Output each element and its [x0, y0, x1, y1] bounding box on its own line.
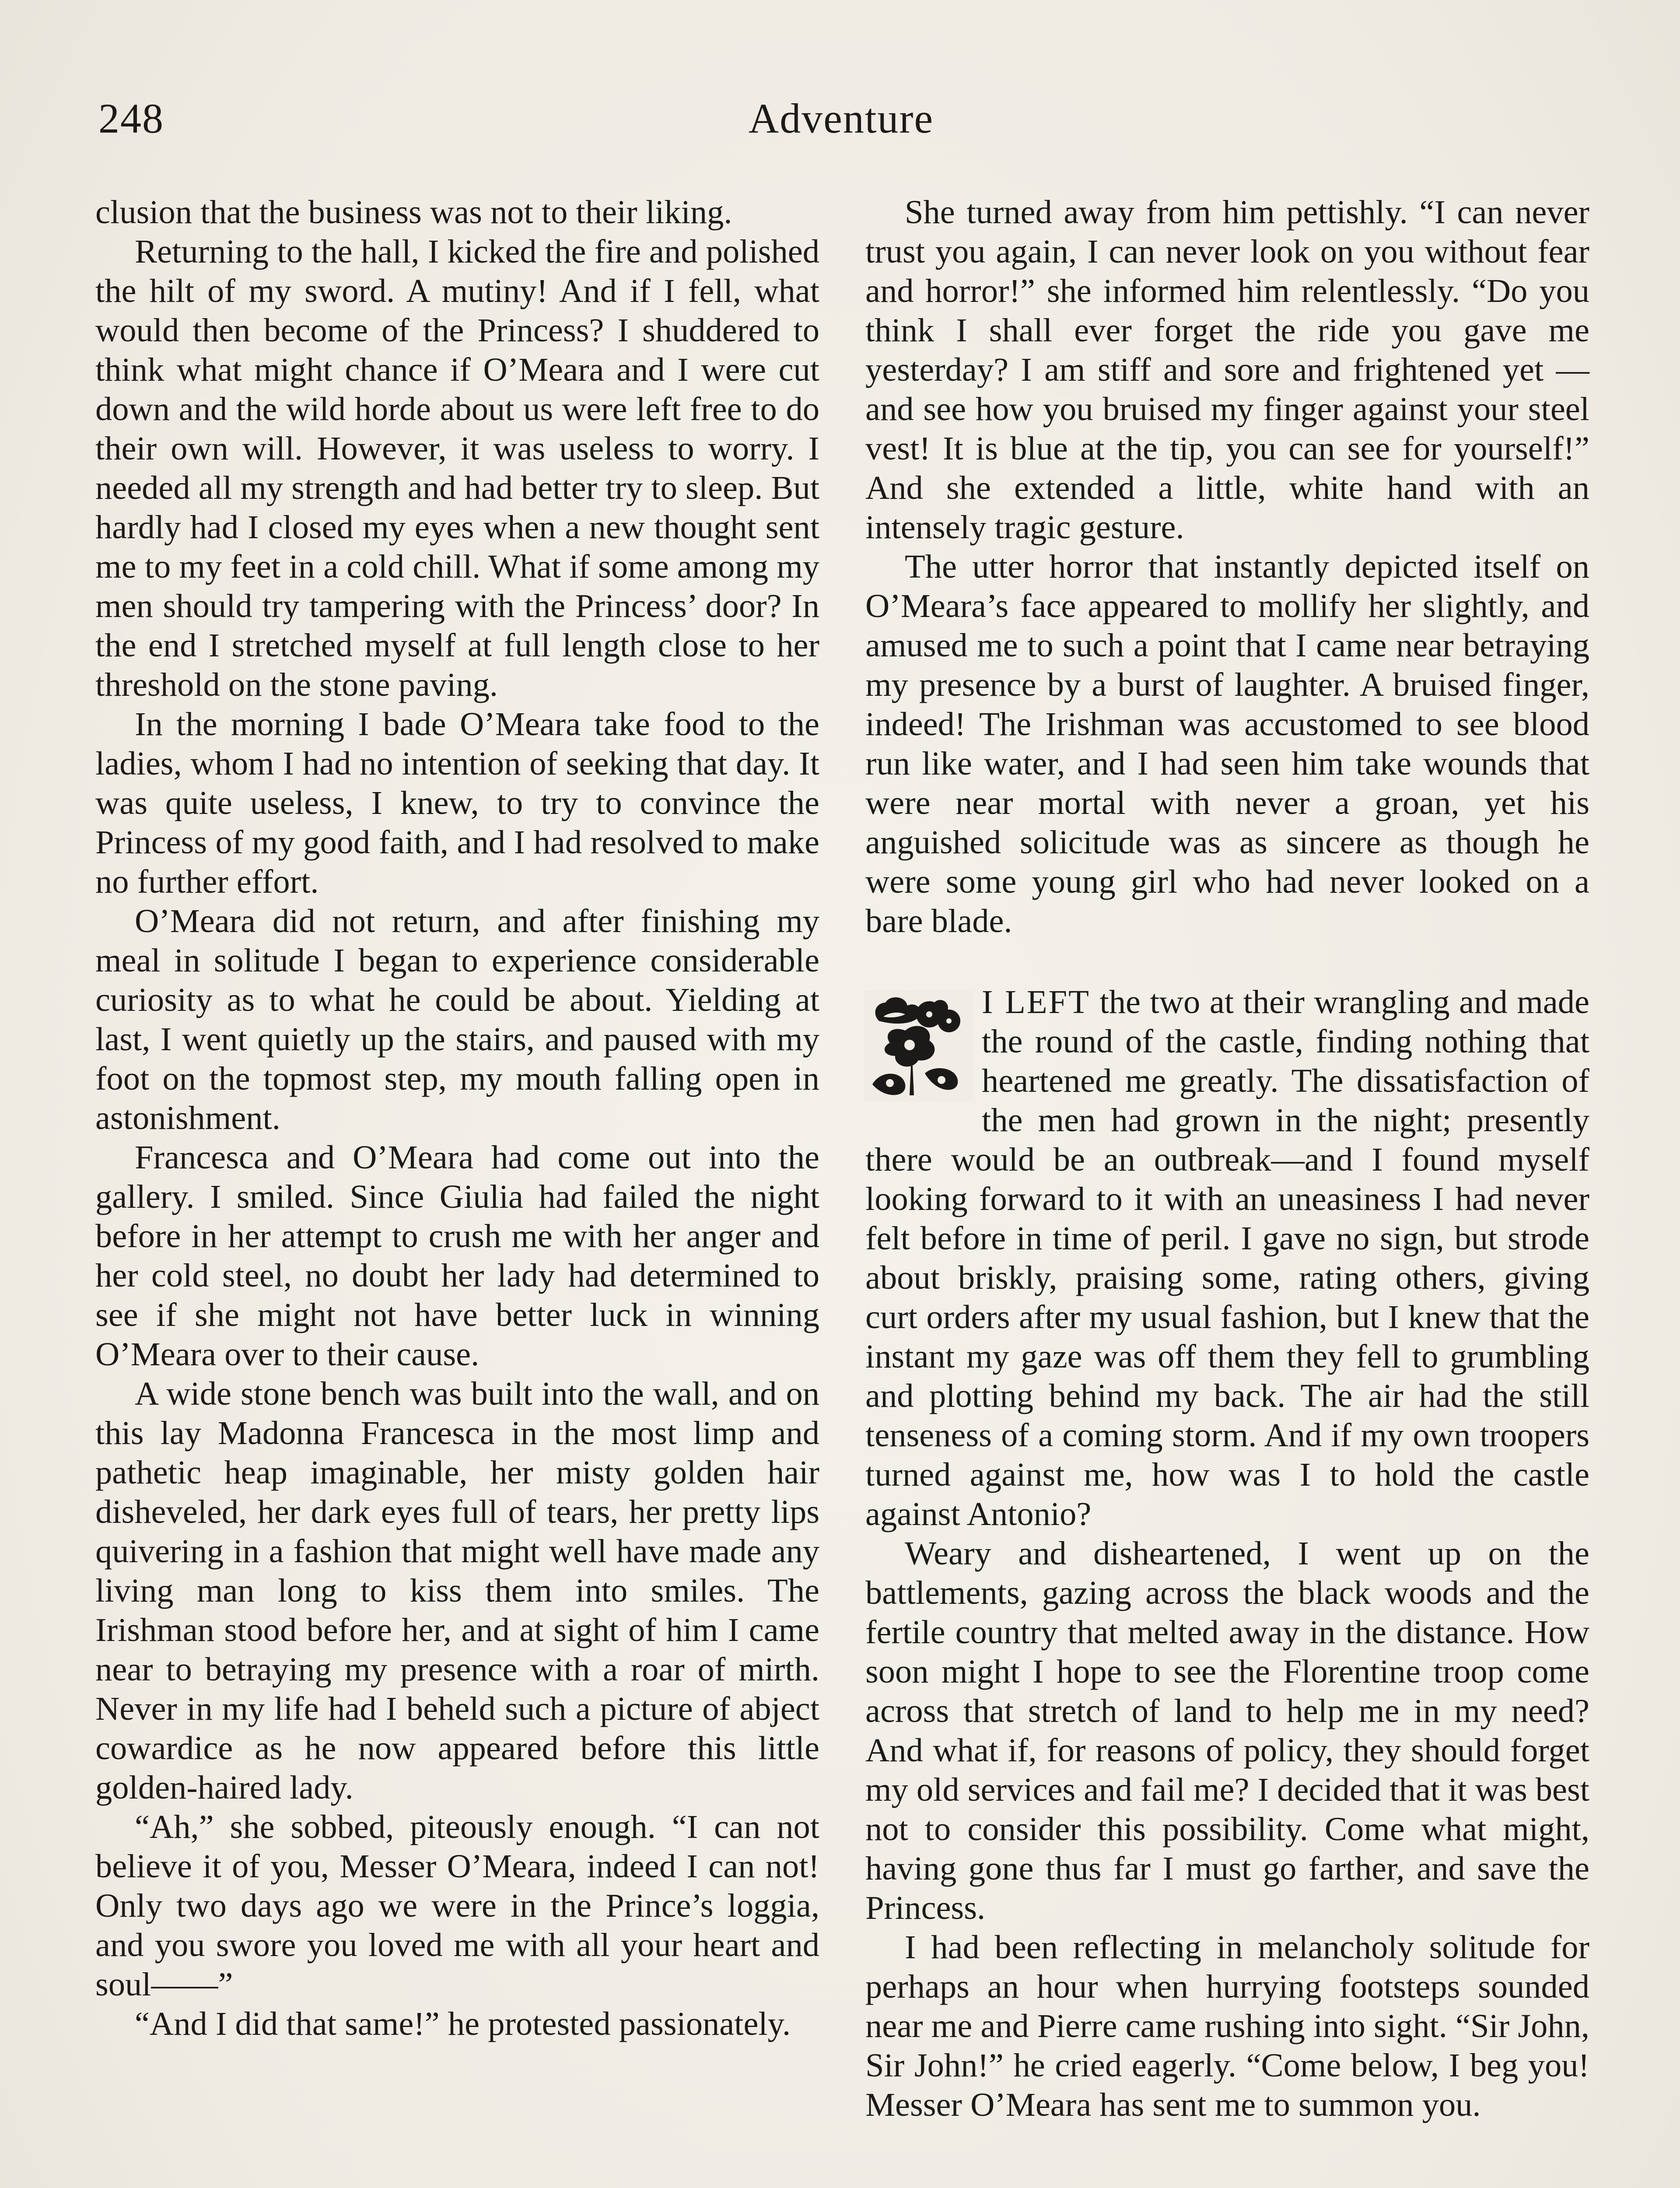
paragraph: She turned away from him pettishly. “I can never trust you again, I can never look on you without fear and horror!” she informed him relentlessly. “Do you think I shall ever forget the ride you gave me yesterday? I am stiff and sore and frightened yet —and see how you bruised my finger against your steel vest! It is blue at the tip, you can see for yourself!” And she extended a little, white hand with an intensely tragic gesture.	[865, 193, 1589, 546]
paragraph: “And I did that same!” he protested passionately.	[135, 2005, 791, 2042]
paragraph: Weary and disheartened, I went up on the battlements, gazing across the black woods and the fertile country that melted away in the distance. How soon might I hope to see the Florentine troop come across that stretch of land to help me in my need? And what if, for reasons of policy, they should forget my old services and fail me? I decided that it was best not to consider this possibility. Come what might, having gone thus far I must go farther, and save the Princess.	[865, 1535, 1589, 1926]
paragraph: O’Meara did not return, and after finishing my meal in solitude I began to experience considerable curiosity as to what he could be about. Yielding at last, I went quietly up the stairs, and paused with my foot on the topmost step, my mouth falling open in astonishment.	[95, 902, 819, 1136]
paragraph: A wide stone bench was built into the wall, and on this lay Madonna Francesca in the most limp and pathetic heap imaginable, her misty golden hair disheveled, her dark eyes full of tears, her pretty lips quivering in a fashion that might well have made any living man long to kiss them into smiles. The Irishman stood before her, and at sight of him I came near to betraying my presence with a roar of mirth. Never in my life had I beheld such a picture of abject cowardice as he now appeared before this little golden-haired lady.	[95, 1375, 819, 1806]
paragraph: Returning to the hall, I kicked the fire and polished the hilt of my sword. A mutiny! And if I fell, what would then become of the Princess? I shuddered to think what might chance if O’Meara and I were cut down and the wild horde about us were left free to do their own will. However, it was useless to worry. I needed all my strength and had better try to sleep. But hardly had I closed my eyes when a new thought sent me to my feet in a cold chill. What if some among my men should try tampering with the Princess’ door? In the end I stretched myself at full length close to her threshold on the stone paving.	[95, 233, 819, 703]
floral-ornament-icon	[864, 990, 973, 1102]
running-head: Adventure	[748, 95, 934, 142]
right-column	[865, 193, 1589, 2125]
paragraph: Francesca and O’Meara had come out into the gallery. I smiled. Since Giulia had failed the night before in her attempt to crush me with her anger and her cold steel, no doubt her lady had determined to see if she might not have better luck in winning O’Meara over to their cause.	[95, 1139, 819, 1373]
paragraph: clusion that the business was not to their liking.	[95, 193, 732, 231]
paragraph: The utter horror that instantly depicted itself on O’Meara’s face appeared to mollify her slightly, and amused me to such a point that I came near betraying my presence by a burst of laughter. A bruised finger, indeed! The Irishman was accustomed to see blood run like water, and I had seen him take wounds that were near mortal with never a groan, yet his anguished solicitude was as sincere as though he were some young girl who had never looked on a bare blade.	[865, 548, 1589, 940]
section-break	[865, 941, 1589, 982]
page-header	[98, 94, 1584, 151]
section-opening-paragraph	[865, 982, 1589, 1534]
left-column	[95, 193, 819, 2044]
paragraph: I had been reflecting in melancholy solitude for perhaps an hour when hurrying footsteps sounded near me and Pierre came rushing into sight. “Sir John, Sir John!” he cried eagerly. “Come below, I beg you! Messer O’Meara has sent me to summon you.	[865, 1929, 1589, 2123]
paragraph: In the morning I bade O’Meara take food to the ladies, whom I had no intention of seeking that day. It was quite useless, I knew, to try to convince the Princess of my good faith, and I had resolved to make no further effort.	[95, 705, 819, 900]
section-lead-caps: I LEFT	[982, 983, 1090, 1020]
paragraph: “Ah,” she sobbed, piteously enough. “I can not believe it of you, Messer O’Meara, indeed I can not! Only two days ago we were in the Prince’s loggia, and you swore you loved me with all your heart and soul——”	[95, 1808, 819, 2003]
page-number: 248	[98, 95, 164, 142]
section-opening-text: the two at their wrangling and made the round of the castle, finding nothing that heartened me greatly. The dissatisfaction of the men had grown in the night; presently there would be an outbreak—and I found myself looking forward to it with an uneasiness I had never felt before in time of peril. I gave no sign, but strode about briskly, praising some, rating others, giving curt orders after my usual fashion, but I knew that the instant my gaze was off them they fell to grumbling and plotting behind my back. The air had the still tenseness of a coming storm. And if my own troopers turned against me, how was I to hold the castle against Antonio?	[865, 983, 1589, 1532]
